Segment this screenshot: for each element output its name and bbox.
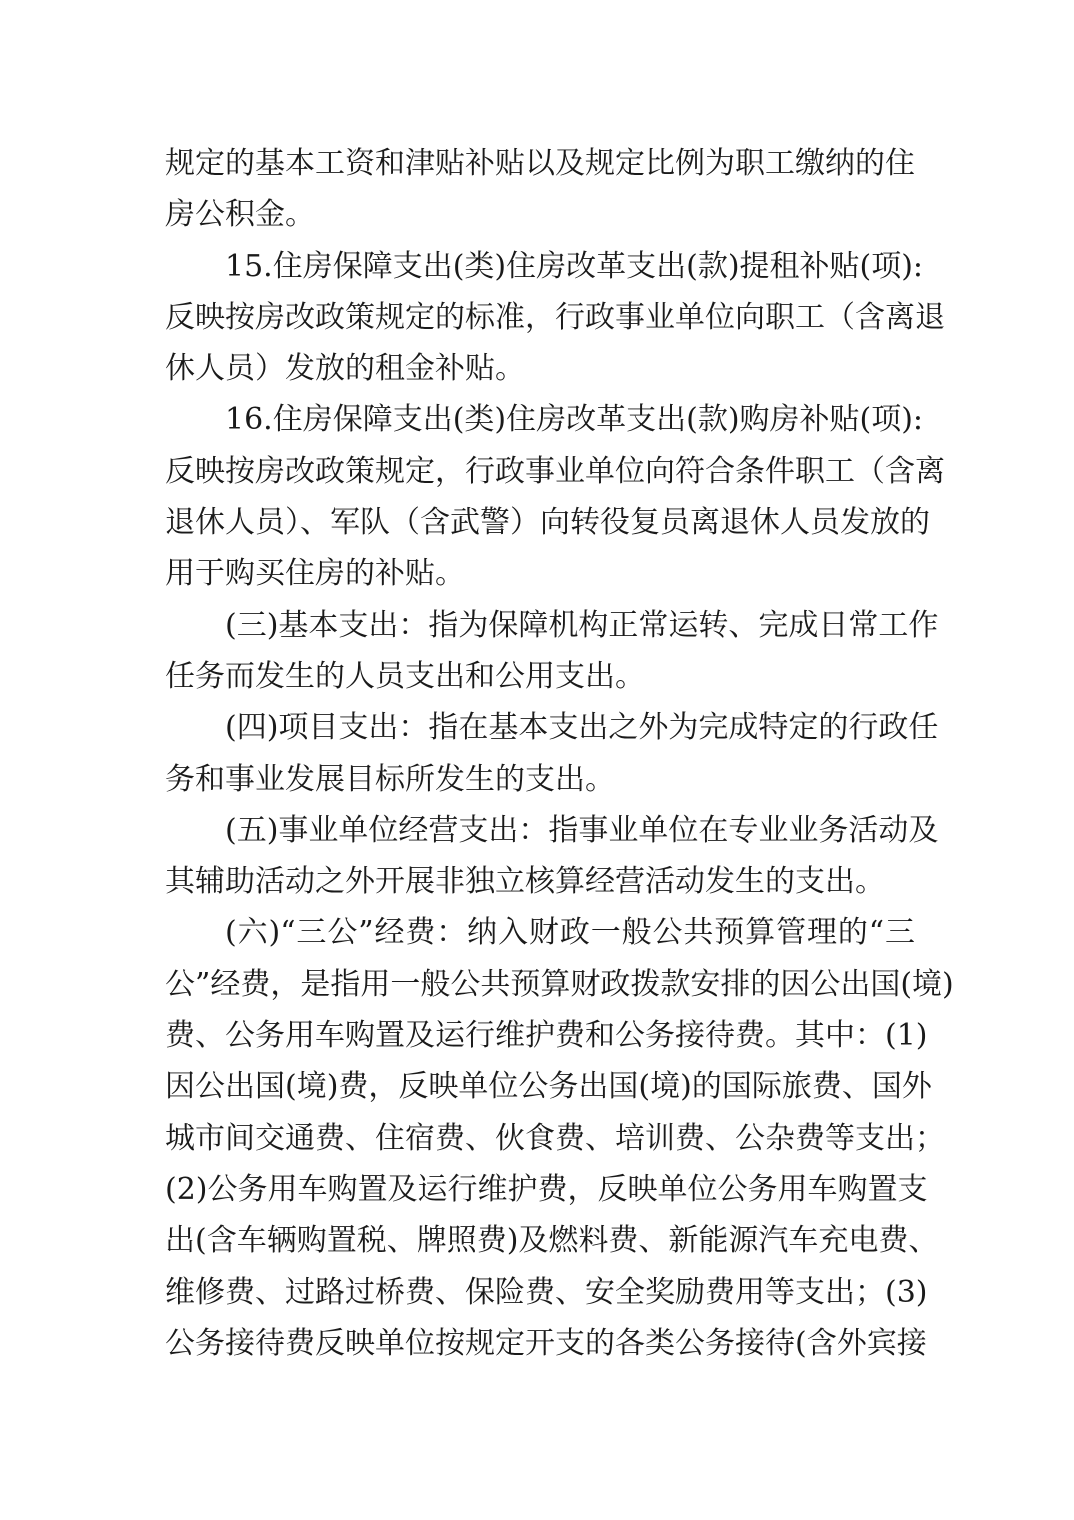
text-line: 反映按房改政策规定，行政事业单位向符合条件职工（含离 — [165, 453, 945, 489]
text-line: 城市间交通费、住宿费、伙食费、培训费、公杂费等支出； — [165, 1120, 945, 1156]
text-line: (四)项目支出：指在基本支出之外为完成特定的行政任 — [225, 710, 939, 746]
text-line: (2)公务用车购置及运行维护费，反映单位公务用车购置支 — [165, 1171, 928, 1207]
text-line: 公务接待费反映单位按规定开支的各类公务接待(含外宾接 — [165, 1325, 927, 1361]
text-line: 退休人员）、军队（含武警）向转役复员离退休人员发放的 — [165, 505, 930, 541]
text-line: 用于购买住房的补贴。 — [165, 556, 465, 592]
text-line: 其辅助活动之外开展非独立核算经营活动发生的支出。 — [165, 864, 885, 900]
text-line: 费、公务用车购置及运行维护费和公务接待费。其中：(1) — [165, 1018, 928, 1054]
text-line: 16.住房保障支出(类)住房改革支出(款)购房补贴(项): — [225, 402, 924, 438]
document-body — [165, 138, 954, 1369]
text-line: (三)基本支出：指为保障机构正常运转、完成日常工作 — [225, 607, 939, 643]
text-line: 公”经费，是指用一般公共预算财政拨款安排的因公出国(境) — [165, 966, 954, 1002]
text-line: (五)事业单位经营支出：指事业单位在专业业务活动及 — [225, 812, 939, 848]
text-line: 维修费、过路过桥费、保险费、安全奖励费用等支出；(3) — [165, 1274, 928, 1310]
text-line: 反映按房改政策规定的标准，行政事业单位向职工（含离退 — [165, 299, 945, 335]
text-line: 因公出国(境)费，反映单位公务出国(境)的国际旅费、国外 — [165, 1069, 932, 1105]
text-line: 出(含车辆购置税、牌照费)及燃料费、新能源汽车充电费、 — [165, 1223, 939, 1259]
text-line: 务和事业发展目标所发生的支出。 — [165, 761, 615, 797]
text-line: 房公积金。 — [165, 197, 315, 233]
text-line: (六)“三公”经费：纳入财政一般公共预算管理的“三 — [225, 915, 915, 951]
text-line: 15.住房保障支出(类)住房改革支出(款)提租补贴(项): — [225, 248, 924, 284]
text-line: 休人员）发放的租金补贴。 — [165, 351, 525, 387]
text-line: 规定的基本工资和津贴补贴以及规定比例为职工缴纳的住 — [165, 146, 915, 181]
text-line: 任务而发生的人员支出和公用支出。 — [165, 658, 645, 694]
